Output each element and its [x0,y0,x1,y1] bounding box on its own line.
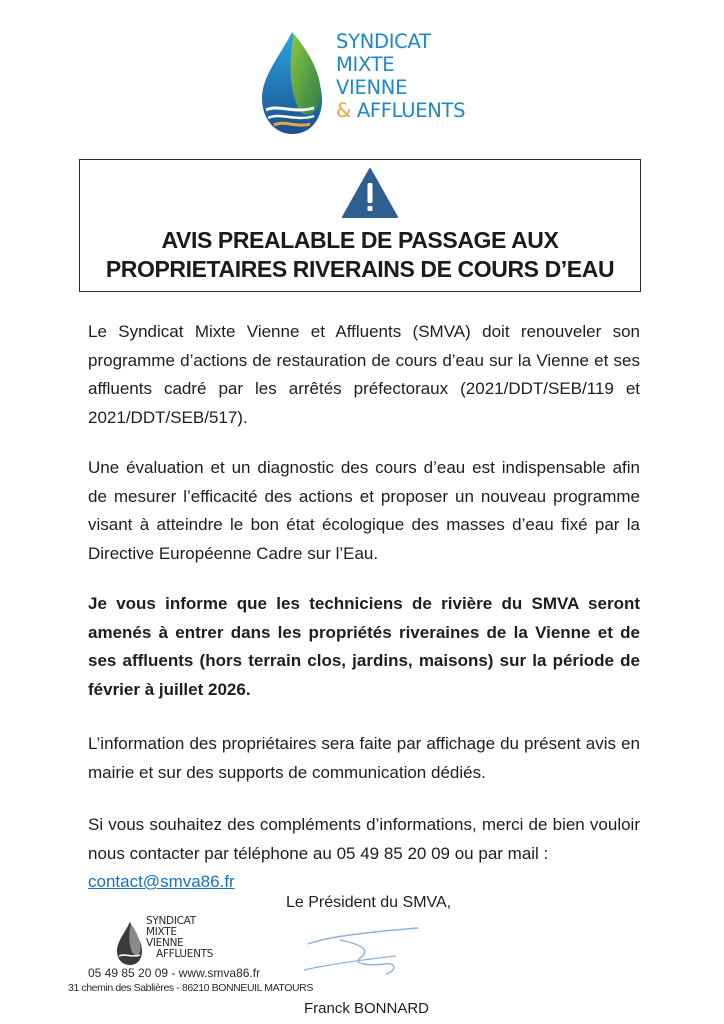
warning-triangle-icon [341,167,399,219]
footer-wordmark [146,916,213,960]
signer-role: Le Président du SMVA, [286,894,452,911]
email-link[interactable]: contact@smva86.fr [88,872,235,891]
notice-title-line-2: PROPRIETAIRES RIVERAINS DE COURS D’EAU [105,256,615,282]
handwritten-signature [300,914,430,984]
contact-text: Si vous souhaitez des compléments d’informations, merci de bien vouloir nous contacter par téléphone au 05 49 85 20 09 ou par mail : [88,815,640,863]
footer-contact [68,966,313,996]
footer-logo-line-2: MIXTE [146,926,177,938]
notice-title-box [79,159,641,292]
logo-line-4-text: AFFLUENTS [356,99,466,122]
paragraph-information: L’information des propriétaires sera faite par affichage du présent avis en mairie et sur des supports de communication dédiés. [88,734,640,782]
smva-logo [254,28,494,140]
footer-logo-line-1: SYNDICAT [146,915,196,927]
logo-line-4 [336,99,465,122]
water-drop-logo-icon [254,28,326,136]
logo-line-2: MIXTE [336,53,395,76]
paragraph-contact [88,811,640,897]
footer-logo [112,914,232,968]
paragraph-access-notice: Je vous informe que les techniciens de rivière du SMVA seront amenés à entrer dans les propriétés riveraines de la Vienne et de ses affluents (hors terrain clos, jardins, maisons) sur la période de février à juillet 2026. [88,594,640,699]
paragraph-intro: Le Syndicat Mixte Vienne et Affluents (SMVA) doit renouveler son programme d’actions de restauration de cours d’eau sur la Vienne et ses affluents cadré par les arrêtés préfectoraux (2021/DDT/SEB/119 et 2021/DDT/SEB/517). [88,322,640,427]
logo-wordmark [336,30,465,122]
footer-address: 31 chemin des Sablières - 86210 BONNEUIL MATOURS [68,982,313,994]
notice-title-line-1: AVIS PREALABLE DE PASSAGE AUX [161,227,559,253]
logo-line-1: SYNDICAT [336,30,431,53]
footer-phone-web: 05 49 85 20 09 - www.smva86.fr [88,966,261,980]
footer-logo-line-4: AFFLUENTS [156,948,214,960]
footer-logo-line-3: VIENNE [146,937,184,949]
logo-ampersand: & [336,99,351,122]
paragraph-evaluation: Une évaluation et un diagnostic des cours d’eau est indispensable afin de mesurer l’efficacité des actions et proposer un nouveau programme visant à atteindre le bon état écologique des masses d’eau fixé par la Directive Européenne Cadre sur l’Eau. [88,458,640,563]
logo-line-3: VIENNE [336,76,408,99]
footer-drop-icon [114,920,144,966]
signer-name: Franck BONNARD [304,1000,430,1017]
